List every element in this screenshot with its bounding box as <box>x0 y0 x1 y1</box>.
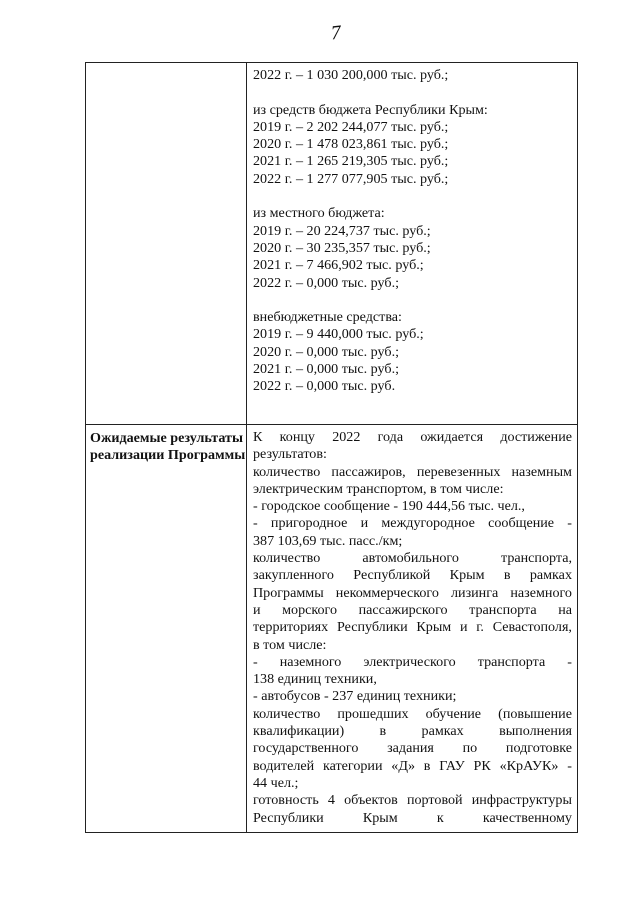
word: «Д» <box>391 757 416 774</box>
word: - <box>253 653 258 670</box>
results-line: 387 103,69 тыс. пасс./км; <box>253 532 403 549</box>
word: территориях <box>253 619 329 636</box>
word: подготовке <box>505 740 572 757</box>
word: в <box>423 757 431 774</box>
results-line <box>253 550 572 567</box>
word: Программы <box>253 584 324 601</box>
word: качественному <box>482 809 572 826</box>
word: Крым <box>362 809 398 826</box>
word: прошедших <box>337 705 409 722</box>
word: Республики <box>336 619 408 636</box>
funding-blocks <box>253 84 572 395</box>
word: «КрАУК» <box>499 757 559 774</box>
funding-year-line: 2019 г. – 9 440,000 тыс. руб.; <box>253 326 424 343</box>
word: ГАУ <box>439 757 465 774</box>
blank-line <box>253 188 572 205</box>
funding-source-heading: из местного бюджета: <box>253 205 385 222</box>
funding-year-line: 2022 г. – 0,000 тыс. руб.; <box>253 274 400 291</box>
word: 2022 <box>332 429 361 445</box>
word: рамках <box>421 723 464 740</box>
word: задания <box>387 740 434 757</box>
funding-year-line: 2019 г. – 2 202 244,077 тыс. руб.; <box>253 118 449 135</box>
word: Крым <box>449 567 485 584</box>
funding-source-heading: внебюджетные средства: <box>253 309 402 326</box>
funding-label-cell <box>86 63 247 425</box>
results-label-cell <box>86 425 247 833</box>
table-row-expected-results <box>86 425 578 833</box>
word: лизинга <box>451 584 499 601</box>
word: объектов <box>344 792 398 809</box>
blank-line <box>253 292 572 309</box>
funding-year-line: 2021 г. – 7 466,902 тыс. руб.; <box>253 257 424 274</box>
word: рамках <box>529 567 572 584</box>
word: наземным <box>511 463 572 480</box>
word: ожидается <box>420 429 484 445</box>
results-value-cell <box>247 425 578 833</box>
word: (повышение <box>498 705 572 722</box>
results-line: 44 чел.; <box>253 774 299 791</box>
word: и <box>253 601 261 618</box>
funding-value-cell <box>247 63 578 425</box>
results-line: в том числе: <box>253 636 327 653</box>
funding-year-line: 2022 г. – 0,000 тыс. руб. <box>253 378 396 395</box>
funding-year-line: 2021 г. – 0,000 тыс. руб.; <box>253 361 400 378</box>
results-line <box>253 429 572 446</box>
word: по <box>462 740 478 757</box>
results-line <box>253 619 572 636</box>
word: К <box>253 429 263 445</box>
word: сообщение <box>488 515 555 532</box>
word: концу <box>279 429 315 445</box>
word: - <box>567 653 572 670</box>
word: автомобильного <box>362 550 459 567</box>
word: портовой <box>406 792 463 809</box>
funding-year-line: 2019 г. – 20 224,737 тыс. руб.; <box>253 222 431 239</box>
results-line <box>253 567 572 584</box>
word: выполнения <box>499 723 572 740</box>
results-line: результатов: <box>253 446 327 463</box>
word: инфраструктуры <box>471 792 572 809</box>
word: - <box>253 515 258 532</box>
results-line: - автобусов - 237 единиц техники; <box>253 688 457 705</box>
word: закупленного <box>253 567 334 584</box>
word: достижение <box>500 429 572 445</box>
funding-year-line: 2021 г. – 1 265 219,305 тыс. руб.; <box>253 153 449 170</box>
word: пассажирского <box>358 601 448 618</box>
word: пригородное <box>270 515 348 532</box>
results-line <box>253 654 572 671</box>
word: обучение <box>425 705 482 722</box>
word: электрического <box>363 653 456 670</box>
word: транспорта <box>469 601 537 618</box>
results-line: - городское сообщение - 190 444,56 тыс. чел., <box>253 498 525 515</box>
word: - <box>567 757 572 774</box>
results-line <box>253 585 572 602</box>
results-line <box>253 792 572 809</box>
word: транспорта <box>477 653 546 670</box>
word: пассажиров, <box>331 463 406 480</box>
blank-line <box>253 84 572 101</box>
word: РК <box>473 757 491 774</box>
word: наземного <box>510 584 572 601</box>
program-passport-table <box>85 62 578 833</box>
funding-year-line: 2022 г. – 1 277 077,905 тыс. руб.; <box>253 170 449 187</box>
results-text <box>253 429 572 827</box>
funding-year-line: 2020 г. – 30 235,357 тыс. руб.; <box>253 239 431 256</box>
funding-source-heading: из средств бюджета Республики Крым: <box>253 101 488 118</box>
page-number: 7 <box>329 21 343 45</box>
word: категории <box>322 757 383 774</box>
word: - <box>567 515 572 532</box>
word: Республики <box>253 809 324 826</box>
word: и <box>360 515 369 532</box>
word: транспорта, <box>501 550 572 567</box>
word: государственного <box>253 740 359 757</box>
word: количество <box>253 463 321 480</box>
word: г. <box>476 619 484 636</box>
word: в <box>503 567 511 584</box>
word: готовность <box>253 792 319 809</box>
word: квалификации) <box>253 723 345 740</box>
results-line <box>253 758 572 775</box>
results-line <box>253 464 572 481</box>
results-line <box>253 602 572 619</box>
word: года <box>377 429 404 445</box>
word: 4 <box>327 792 335 809</box>
word: к <box>436 809 444 826</box>
results-line <box>253 810 572 827</box>
word: междугородное <box>381 515 475 532</box>
word: в <box>379 723 387 740</box>
results-label-line-1: Ожидаемые результаты <box>90 430 243 446</box>
word: морского <box>282 601 338 618</box>
funding-first-line: 2022 г. – 1 030 200,000 тыс. руб.; <box>253 67 449 83</box>
word: Севастополя, <box>492 619 572 636</box>
word: Крым <box>416 619 452 636</box>
word: наземного <box>279 653 342 670</box>
results-line: электрическим транспортом, в том числе: <box>253 480 504 497</box>
results-line <box>253 515 572 532</box>
results-label-line-2: реализации Программы <box>90 447 246 464</box>
word: Республикой <box>353 567 431 584</box>
results-line <box>253 723 572 740</box>
word: количество <box>253 705 321 722</box>
funding-year-line: 2020 г. – 1 478 023,861 тыс. руб.; <box>253 136 449 153</box>
word: и <box>459 619 468 636</box>
results-line <box>253 740 572 757</box>
word: количество <box>253 550 321 567</box>
table-row-funding <box>86 63 578 425</box>
word: водителей <box>253 757 315 774</box>
results-line: 138 единиц техники, <box>253 671 377 688</box>
word: на <box>558 601 572 618</box>
word: перевезенных <box>416 463 501 480</box>
funding-year-line: 2020 г. – 0,000 тыс. руб.; <box>253 343 400 360</box>
results-line <box>253 706 572 723</box>
word: некоммерческого <box>335 584 439 601</box>
